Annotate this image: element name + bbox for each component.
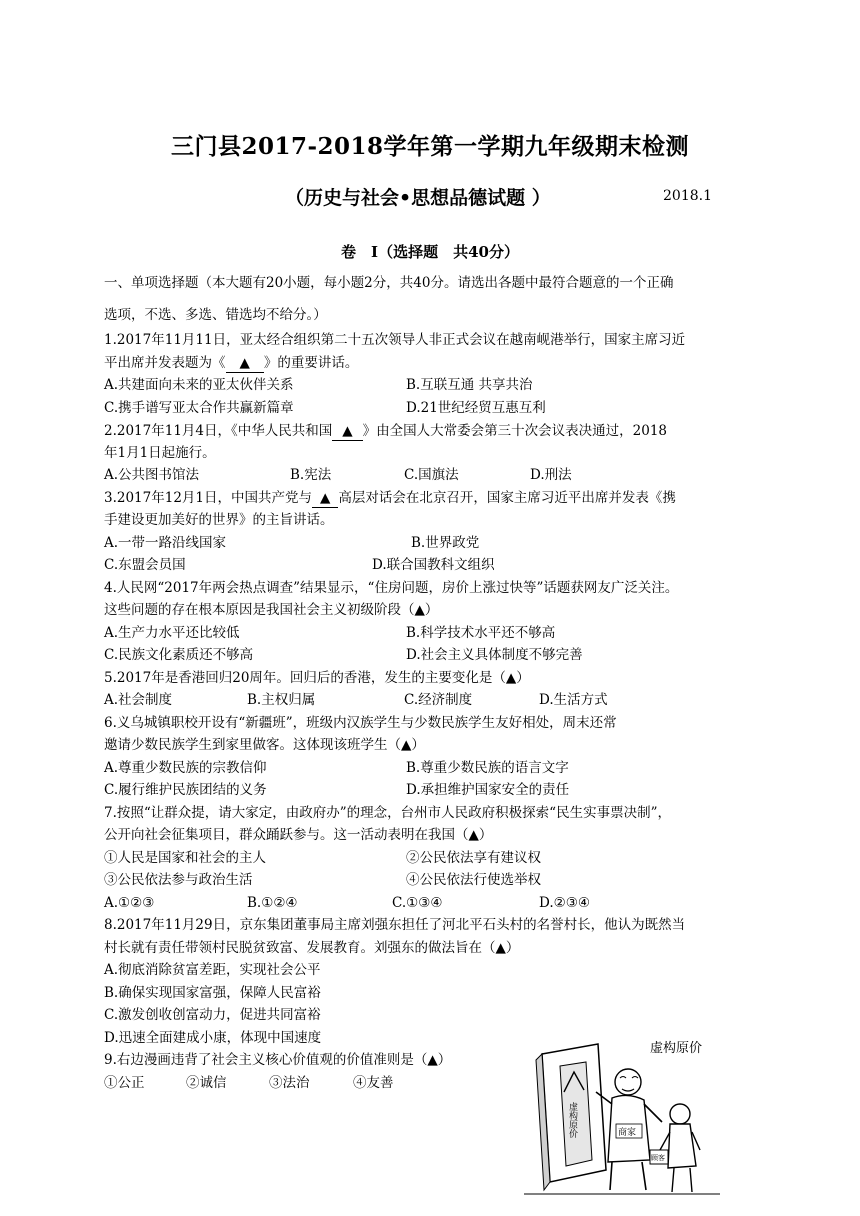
option-c: C.国旗法	[404, 467, 459, 483]
question-6-stem: 邀请少数民族学生到家里做客。这体现该班学生（▲）	[104, 737, 425, 753]
statement-1: ①人民是国家和社会的主人	[104, 850, 266, 866]
answer-blank: ▲	[226, 354, 264, 373]
question-2-stem	[104, 422, 667, 441]
question-6-stem: 6.义乌城镇职校开设有“新疆班”，班级内汉族学生与少数民族学生友好相处，周末还常	[104, 715, 617, 731]
answer-blank: ▲	[332, 422, 362, 441]
cartoon-illustration	[520, 1032, 730, 1202]
question-1-stem: 1.2017年11月11日，亚太经合组织第二十五次领导人非正式会议在越南岘港举行，国家主席习近	[104, 332, 686, 348]
instruction-line: 选项，不选、多选、错选均不给分。）	[104, 307, 327, 323]
option-b: B.尊重少数民族的语言文字	[406, 760, 569, 776]
option-b: B.①②④	[247, 895, 298, 911]
option-a: A.彻底消除贫富差距，实现社会公平	[104, 962, 321, 978]
sign-label: 虚构原价	[567, 1102, 577, 1138]
option-a: A.尊重少数民族的宗教信仰	[104, 760, 267, 776]
stem-text: 》的重要讲话。	[263, 355, 359, 371]
merchant-figure	[596, 1069, 662, 1190]
exam-subtitle: （历史与社会•思想品德试题 ）	[285, 187, 551, 209]
option-d: D.②③④	[539, 895, 590, 911]
stem-text: 平出席并发表题为《	[104, 355, 226, 371]
question-7-stem: 公开向社会征集项目，群众踊跃参与。这一活动表明在我国（▲）	[104, 827, 493, 843]
question-4-stem: 这些问题的存在根本原因是我国社会主义初级阶段（▲）	[104, 602, 439, 618]
question-5-stem: 5.2017年是香港回归20周年。回归后的香港，发生的主要变化是（▲）	[104, 670, 530, 686]
instruction-line: 一、单项选择题（本大题有20小题，每小题2分，共40分。请选出各题中最符合题意的一个正确	[104, 275, 674, 291]
stem-text: 2.2017年11月4日，《中华人民共和国	[104, 423, 333, 439]
option-d: D.刑法	[530, 467, 572, 483]
statement-4: ④友善	[353, 1075, 394, 1091]
option-b: B.互联互通 共享共治	[406, 377, 533, 393]
option-a: A.生产力水平还比较低	[104, 625, 240, 641]
statement-4: ④公民依法行使选举权	[406, 872, 541, 888]
customer-label: 顾客	[651, 1154, 665, 1162]
option-c: C.携手谱写亚太合作共赢新篇章	[104, 400, 294, 416]
question-9-stem: 9.右边漫画违背了社会主义核心价值观的价值准则是（▲）	[104, 1052, 452, 1068]
option-c: C.东盟会员国	[104, 557, 186, 573]
option-d: D.联合国教科文组织	[372, 557, 495, 573]
stem-text: 》由全国人大常委会第三十次会议表决通过，2018	[362, 423, 668, 439]
option-b: B.宪法	[290, 467, 332, 483]
statement-1: ①公正	[104, 1075, 145, 1091]
option-c: C.激发创收创富动力，促进共同富裕	[104, 1007, 321, 1023]
option-b: B.确保实现国家富强，保障人民富裕	[104, 985, 321, 1001]
exam-date: 2018.1	[663, 188, 712, 204]
stem-text: 3.2017年12月1日，中国共产党与	[104, 490, 313, 506]
option-d: D.生活方式	[539, 692, 608, 708]
question-3-stem: 手建设更加美好的世界》的主旨讲话。	[104, 512, 334, 528]
merchant-label: 商家	[618, 1128, 637, 1138]
question-2-stem: 年1月1日起施行。	[104, 445, 216, 461]
option-b: B.主权归属	[247, 692, 316, 708]
option-d: D.承担维护国家安全的责任	[406, 782, 570, 798]
section-heading: 卷 Ⅰ（选择题 共40分）	[341, 243, 519, 261]
option-a: A.一带一路沿线国家	[104, 535, 227, 551]
option-d: D.社会主义具体制度不够完善	[406, 647, 583, 663]
option-c: C.民族文化素质还不够高	[104, 647, 254, 663]
option-c: C.①③④	[392, 895, 443, 911]
option-a: A.共建面向未来的亚太伙伴关系	[104, 377, 294, 393]
question-3-stem	[104, 489, 676, 508]
answer-blank: ▲	[312, 489, 338, 508]
question-1-stem	[104, 354, 358, 373]
cartoon-caption: 虚构原价	[650, 1041, 703, 1056]
option-a: A.社会制度	[104, 692, 173, 708]
question-7-stem: 7.按照“让群众提，请大家定，由政府办”的理念，台州市人民政府积极探索“民生实事票决制”，	[104, 805, 671, 821]
option-c: C.经济制度	[404, 692, 473, 708]
question-8-stem: 村长就有责任带领村民脱贫致富、发展教育。刘强东的做法旨在（▲）	[104, 940, 520, 956]
statement-2: ②公民依法享有建议权	[406, 850, 541, 866]
question-8-stem: 8.2017年11月29日，京东集团董事局主席刘强东担任了河北平石头村的名誉村长，他认为既然当	[104, 917, 686, 933]
option-d: D.迅速全面建成小康，体现中国速度	[104, 1030, 322, 1046]
statement-2: ②诚信	[186, 1075, 227, 1091]
question-4-stem: 4.人民网“2017年两会热点调查”结果显示，“住房问题，房价上涨过快等”话题获网友广泛关注。	[104, 580, 679, 596]
option-a: A.①②③	[104, 895, 155, 911]
option-c: C.履行维护民族团结的义务	[104, 782, 267, 798]
statement-3: ③公民依法参与政治生活	[104, 872, 253, 888]
option-a: A.公共图书馆法	[104, 467, 200, 483]
option-b: B.世界政党	[411, 535, 480, 551]
price-sign	[536, 1044, 606, 1190]
option-d: D.21世纪经贸互惠互利	[406, 400, 546, 416]
exam-title: 三门县2017-2018学年第一学期九年级期末检测	[170, 133, 690, 160]
stem-text: 高层对话会在北京召开，国家主席习近平出席并发表《携	[338, 490, 676, 506]
option-b: B.科学技术水平还不够高	[406, 625, 556, 641]
statement-3: ③法治	[269, 1075, 310, 1091]
